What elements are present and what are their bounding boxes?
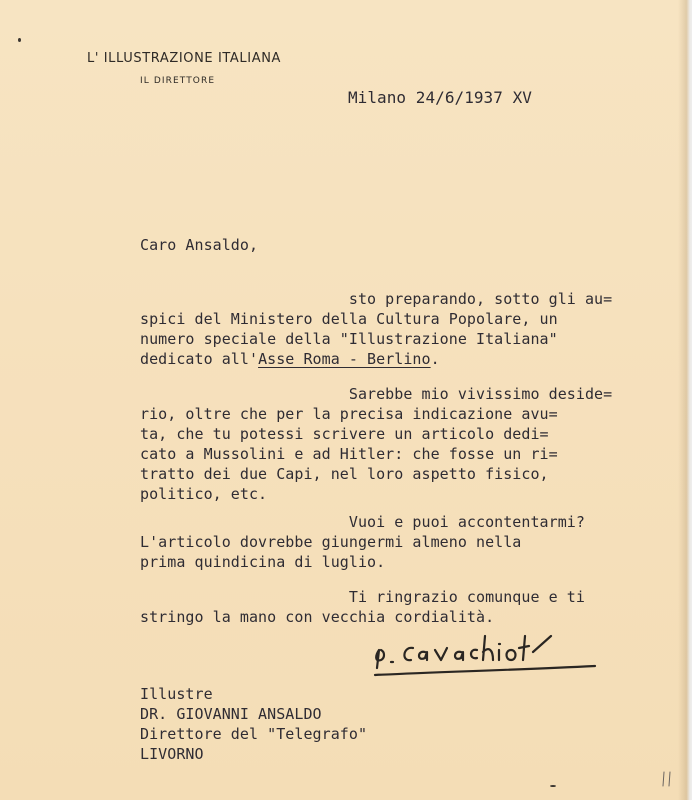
body-line-prefix: dedicato all' <box>140 350 259 368</box>
body-line: prima quindicina di luglio. <box>140 553 386 571</box>
body-line: Sarebbe mio vivissimo deside= <box>140 385 613 403</box>
body-line: stringo la mano con vecchia cordialità. <box>140 608 495 626</box>
body-line: ta, che tu potessi scrivere un articolo dedi= <box>140 425 549 443</box>
underlined-phrase: Asse Roma - Berlino <box>258 350 431 368</box>
handwritten-signature <box>365 628 605 684</box>
body-line: numero speciale della "Illustrazione Italiana" <box>140 330 558 348</box>
addressee-line: DR. GIOVANNI ANSALDO <box>140 705 322 723</box>
greeting: Caro Ansaldo, <box>140 236 259 254</box>
paper-speck <box>550 785 556 787</box>
addressee-line: LIVORNO <box>140 745 204 763</box>
letterhead-organization: L' ILLUSTRAZIONE ITALIANA <box>87 51 282 66</box>
letterhead-role: IL DIRETTORE <box>140 76 216 86</box>
body-line: Vuoi e puoi accontentarmi? <box>140 513 585 531</box>
body-line: sto preparando, sotto gli au= <box>140 290 613 308</box>
body-line: tratto dei due Capi, nel loro aspetto fisico, <box>140 465 549 483</box>
body-line-suffix: . <box>430 350 440 368</box>
body-line: L'articolo dovrebbe giungermi almeno nella <box>140 533 522 551</box>
pencil-page-mark <box>660 770 674 788</box>
body-line: rio, oltre che per la precisa indicazione avu= <box>140 405 558 423</box>
body-line: spici del Ministero della Cultura Popolare, un <box>140 310 558 328</box>
addressee-line: Direttore del "Telegrafo" <box>140 725 368 743</box>
date-line: Milano 24/6/1937 XV <box>348 88 532 107</box>
body-line <box>140 350 440 368</box>
body-line: Ti ringrazio comunque e ti <box>140 588 585 606</box>
body-line: politico, etc. <box>140 485 268 503</box>
body-line: cato a Mussolini e ad Hitler: che fosse un ri= <box>140 445 558 463</box>
page-edge-shadow <box>678 0 692 800</box>
addressee-line: Illustre <box>140 685 213 703</box>
paper-speck <box>18 38 21 42</box>
